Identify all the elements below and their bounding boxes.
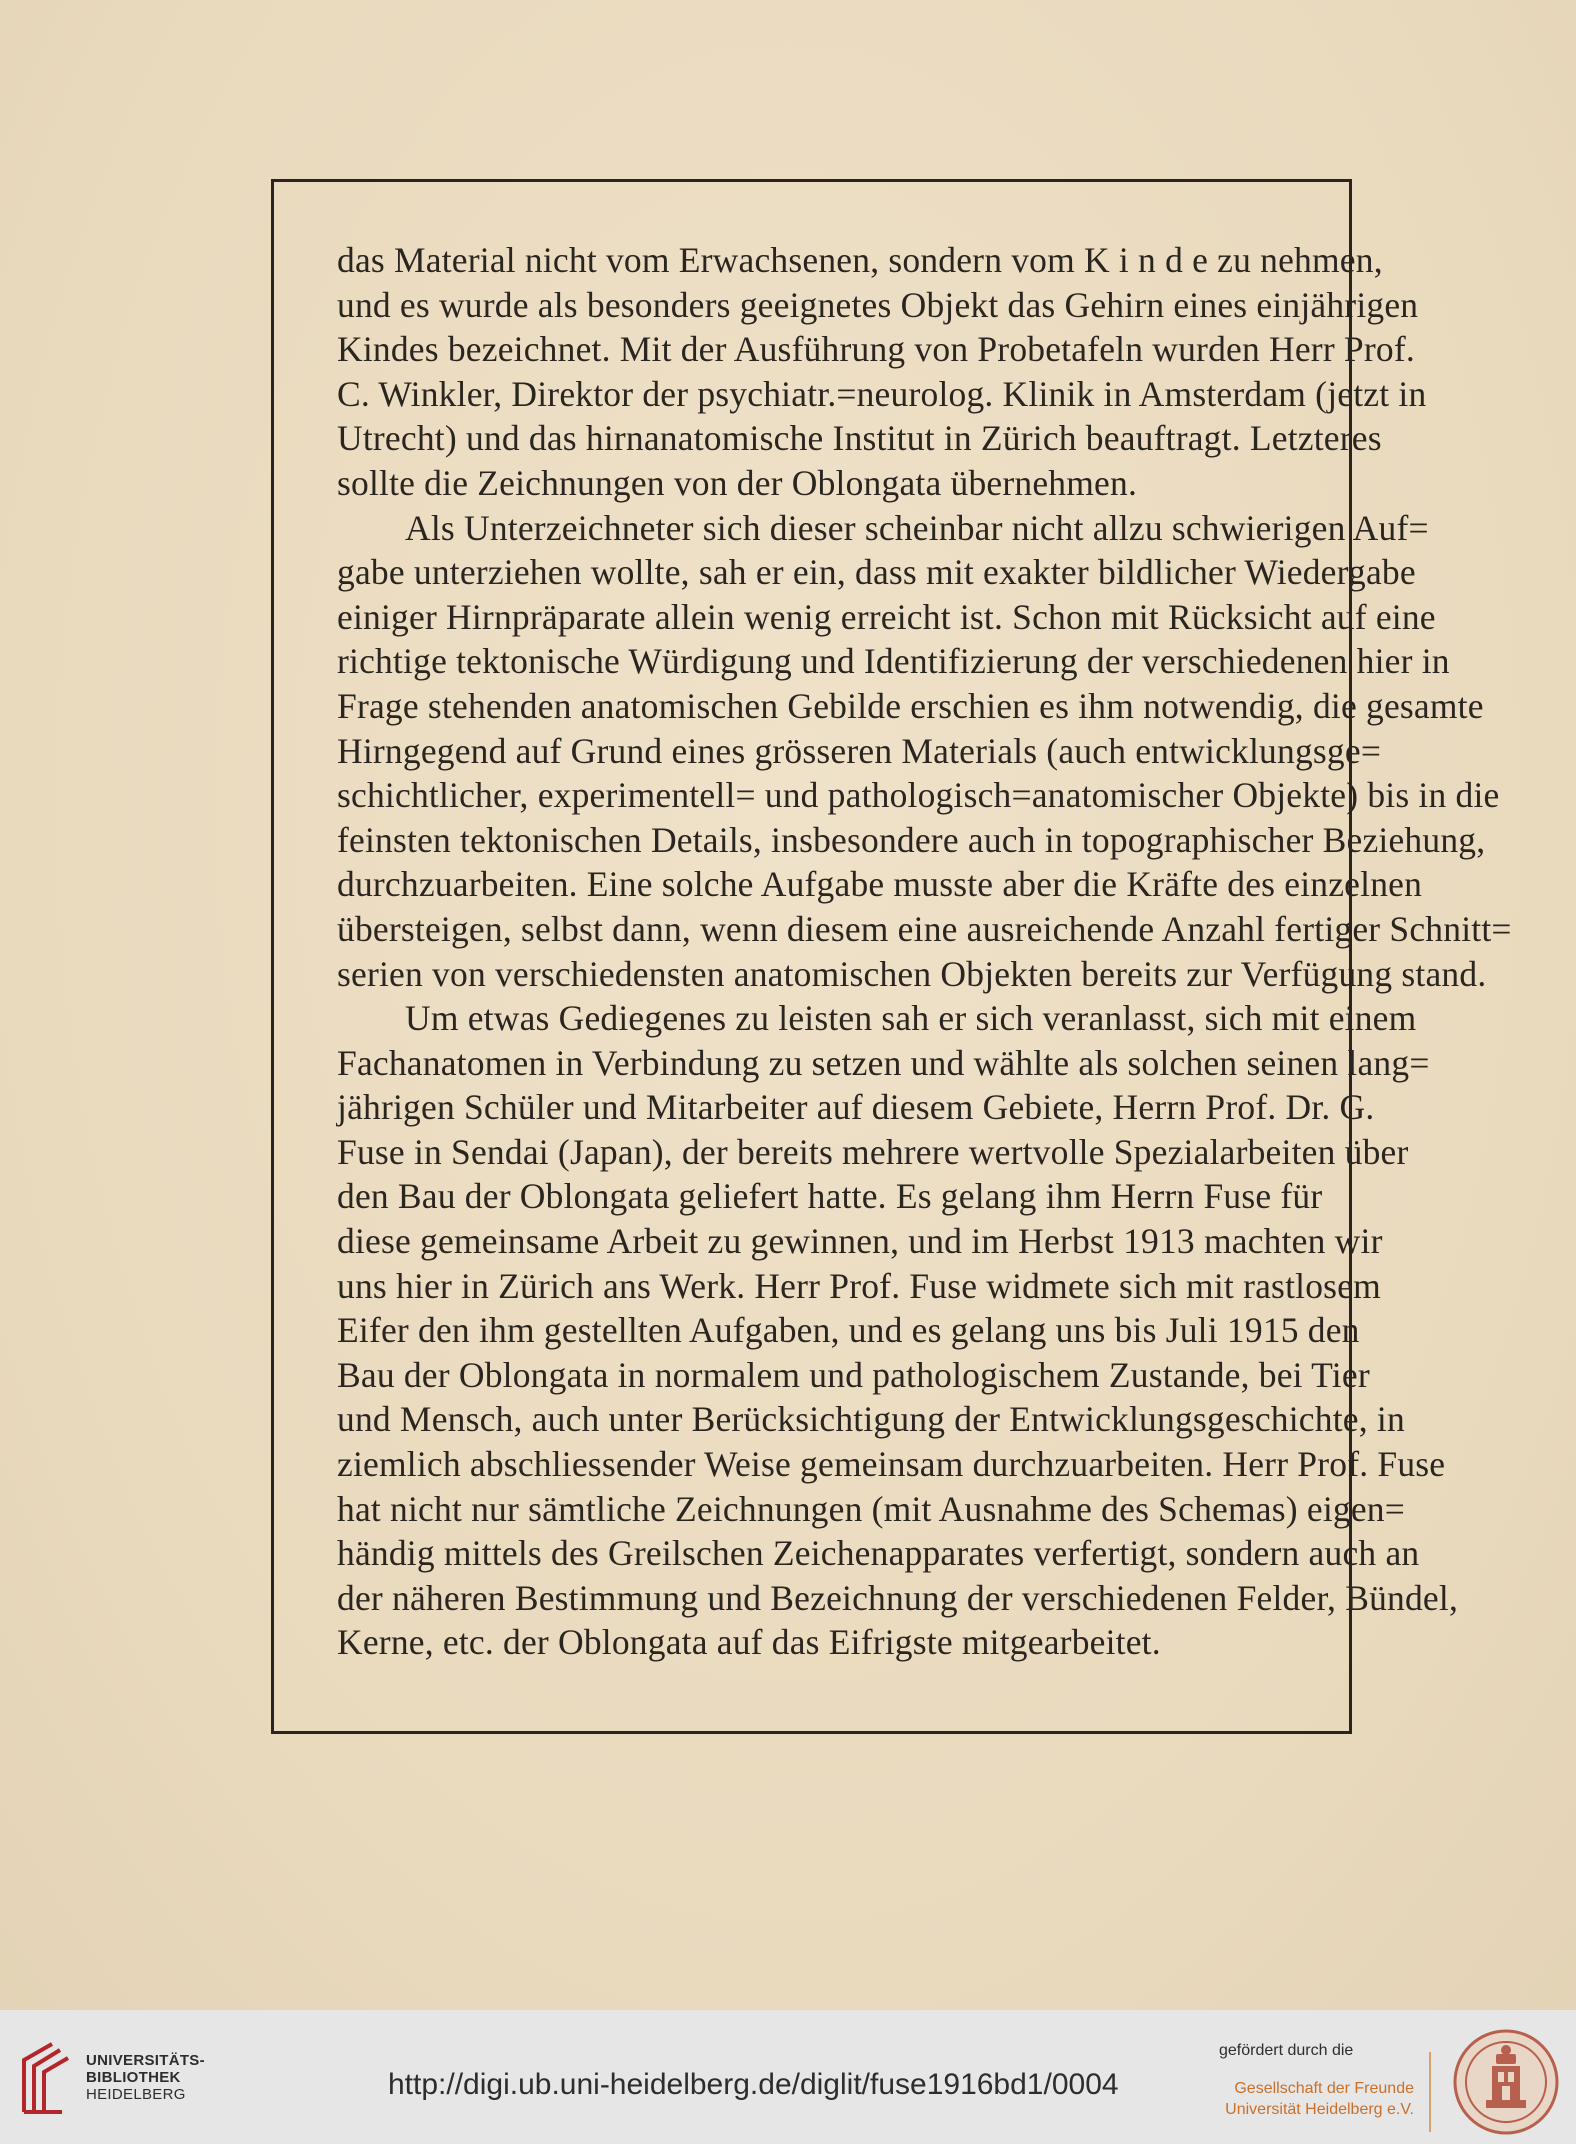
text-line: gabe unterziehen wollte, sah er ein, dass mit exakter bildlicher Wiedergabe <box>337 552 1416 593</box>
text-line: schichtlicher, experimentell= und pathologisch=anatomischer Objekte) bis in die <box>337 775 1500 816</box>
text-line: und Mensch, auch unter Berücksichtigung der Entwicklungsgeschichte, in <box>337 1399 1405 1440</box>
society-name[interactable] <box>1222 2078 1414 2120</box>
text-line: händig mittels des Greilschen Zeichenapparates verfertigt, sondern auch an <box>337 1533 1420 1574</box>
text-line: jährigen Schüler und Mitarbeiter auf diesem Gebiete, Herrn Prof. Dr. G. <box>337 1087 1375 1128</box>
library-name-line: HEIDELBERG <box>86 2086 186 2103</box>
text-line: Eifer den ihm gestellten Aufgaben, und es gelang uns bis Juli 1915 den <box>337 1310 1360 1351</box>
text-line: Um etwas Gediegenes zu leisten sah er sich veranlasst, sich mit einem <box>405 998 1417 1039</box>
text-line: hat nicht nur sämtliche Zeichnungen (mit Ausnahme des Schemas) eigen= <box>337 1488 1405 1529</box>
library-name-line: BIBLIOTHEK <box>86 2069 181 2086</box>
library-name <box>86 2052 205 2103</box>
text-line: und es wurde als besonders geeignetes Objekt das Gehirn eines einjährigen <box>337 284 1419 325</box>
text-line: Bau der Oblongata in normalem und pathologischem Zustande, bei Tier <box>337 1354 1370 1395</box>
text-line: C. Winkler, Direktor der psychiatr.=neurolog. Klinik in Amsterdam (jetzt in <box>337 373 1427 414</box>
text-line: richtige tektonische Würdigung und Identifizierung der verschiedenen hier in <box>337 641 1450 682</box>
body-text <box>337 238 1512 1665</box>
text-line: serien von verschiedensten anatomischen Objekten bereits zur Verfügung stand. <box>337 953 1487 994</box>
text-line: feinsten tektonischen Details, insbesondere auch in topographischer Beziehung, <box>337 819 1486 860</box>
text-line: Hirngegend auf Grund eines grösseren Materials (auch entwicklungsge= <box>337 730 1382 771</box>
text-line: sollte die Zeichnungen von der Oblongata übernehmen. <box>337 462 1138 503</box>
permalink-url[interactable]: http://digi.ub.uni-heidelberg.de/diglit/fuse1916bd1/0004 <box>388 2068 1119 2101</box>
footer-divider <box>1429 2052 1431 2132</box>
text-line: einiger Hirnpräparate allein wenig erreicht ist. Schon mit Rücksicht auf eine <box>337 596 1436 637</box>
text-line: durchzuarbeiten. Eine solche Aufgabe musste aber die Kräfte des einzelnen <box>337 864 1423 905</box>
text-line: Utrecht) und das hirnanatomische Institut in Zürich beauftragt. Letzteres <box>337 418 1382 459</box>
text-line: Kerne, etc. der Oblongata auf das Eifrigste mitgearbeitet. <box>337 1622 1161 1663</box>
text-line: das Material nicht vom Erwachsenen, sondern vom K i n d e zu nehmen, <box>337 240 1383 280</box>
text-line: Als Unterzeichneter sich dieser scheinbar nicht allzu schwierigen Auf= <box>405 507 1429 548</box>
ub-heidelberg-logo-icon[interactable] <box>18 2038 74 2114</box>
society-name-line: Universität Heidelberg e.V. <box>1225 2101 1414 2118</box>
text-line: den Bau der Oblongata geliefert hatte. Es gelang ihm Herrn Fuse für <box>337 1176 1323 1217</box>
text-line: ziemlich abschliessender Weise gemeinsam durchzuarbeiten. Herr Prof. Fuse <box>337 1444 1446 1485</box>
digitization-footer <box>0 2010 1576 2144</box>
text-line: Frage stehenden anatomischen Gebilde erschien es ihm notwendig, die gesamte <box>337 685 1484 726</box>
text-line: Fuse in Sendai (Japan), der bereits mehrere wertvolle Spezialarbeiten über <box>337 1131 1409 1172</box>
text-line: übersteigen, selbst dann, wenn diesem eine ausreichende Anzahl fertiger Schnitt= <box>337 908 1512 949</box>
funded-by-label: gefördert durch die <box>1219 2042 1354 2059</box>
text-line: uns hier in Zürich ans Werk. Herr Prof. Fuse widmete sich mit rastlosem <box>337 1265 1381 1306</box>
society-name-line: Gesellschaft der Freunde <box>1234 2080 1414 2097</box>
university-seal-icon <box>1452 2028 1560 2136</box>
text-line: Fachanatomen in Verbindung zu setzen und wählte als solchen seinen lang= <box>337 1042 1430 1083</box>
text-line: diese gemeinsame Arbeit zu gewinnen, und im Herbst 1913 machten wir <box>337 1221 1383 1262</box>
text-line: der näheren Bestimmung und Bezeichnung der verschiedenen Felder, Bündel, <box>337 1577 1459 1618</box>
text-line: Kindes bezeichnet. Mit der Ausführung von Probetafeln wurden Herr Prof. <box>337 329 1415 370</box>
library-name-line: UNIVERSITÄTS- <box>86 2052 205 2069</box>
